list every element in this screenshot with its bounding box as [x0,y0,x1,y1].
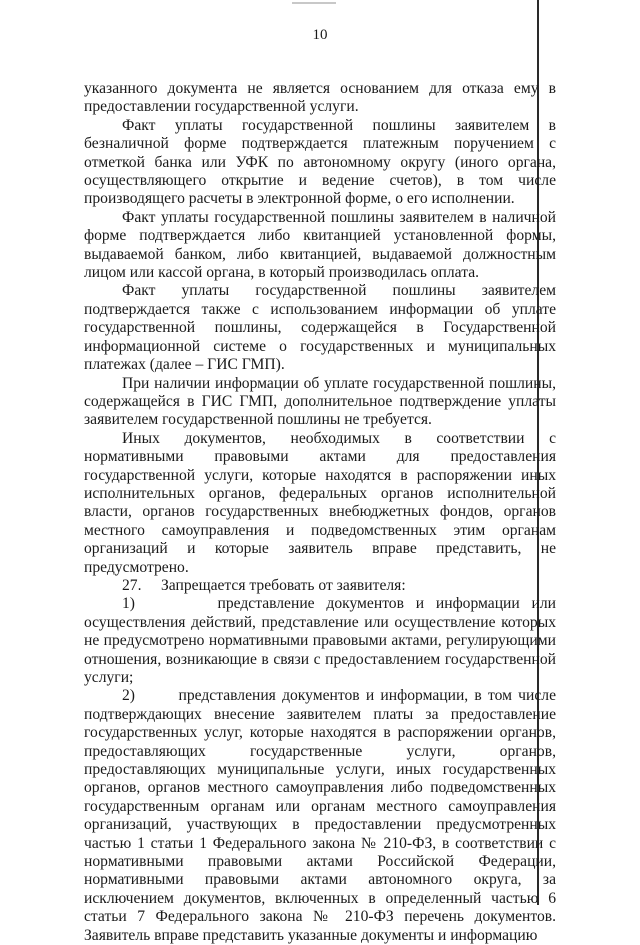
paragraph: Иных документов, необходимых в соответствии с нормативными правовыми актами для предоставления государственной услуги, которые находятся в распоряжении иных исполнительных органов, федеральных органов исполнительной власти, органов государственных внебюджетных фондов, органов местного самоуправления и подведомственных этим органам организаций и которые заявитель вправе представить, не предусмотрено. [84,429,556,576]
paragraph: Факт уплаты государственной пошлины заявителем в безналичной форме подтверждается платежным поручением с отметкой банка или УФК по автономному округу (иного органа, осуществляющего открытие и ведение счетов), в том числе производящего расчеты в электронной форме, о его исполнении. [84,116,556,208]
paragraph: При наличии информации об уплате государственной пошлины, содержащейся в ГИС ГМП, дополнительное подтверждение уплаты заявителем государственной пошлины не требуется. [84,374,556,429]
clause-heading: 27. Запрещается требовать от заявителя: [122,576,406,594]
paragraph: Факт уплаты государственной пошлины заявителем подтверждается также с использованием информации об уплате государственной пошлины, содержащейся в Государственной информационной системе о государственных и муниципальных платежах (далее – ГИС ГМП). [84,282,556,374]
paragraph: Факт уплаты государственной пошлины заявителем в наличной форме подтверждается либо квитанцией установленной формы, выдаваемой банком, либо квитанцией, выдаваемой должностным лицом или кассой органа, в который производилась оплата. [84,208,556,282]
document-body [84,80,556,945]
scan-top-mark [292,2,336,4]
page-number: 10 [312,27,328,43]
list-item: 1) представление документов и информации или осуществления действий, представление или осуществление которых не предусмотрено нормативными правовыми актами, регулирующими отношения, возникающие в связи с предоставлением государственной услуги; [84,595,556,686]
list-item: 2) представления документов и информации, в том числе подтверждающих внесение заявителем платы за предоставление государственных услуг, которые находятся в распоряжении органов, предоставляющих государственные услуги, органов, предоставляющих муниципальные услуги, иных государственных органов, органов местного самоуправления либо подведомственных государственным органам или органам местного самоуправления организаций, участвующих в предоставлении предусмотренных частью 1 статьи 1 Федерального закона № 210-ФЗ, в соответствии с нормативными правовыми актами Российской Федерации, нормативными правовыми актами автономного округа, за исключением документов, включенных в определенный частью 6 статьи 7 Федерального закона № 210-ФЗ перечень документов. Заявитель вправе представить указанные документы и информацию [84,687,556,944]
paragraph: указанного документа не является основанием для отказа ему в предоставлении государственной услуги. [84,80,556,116]
